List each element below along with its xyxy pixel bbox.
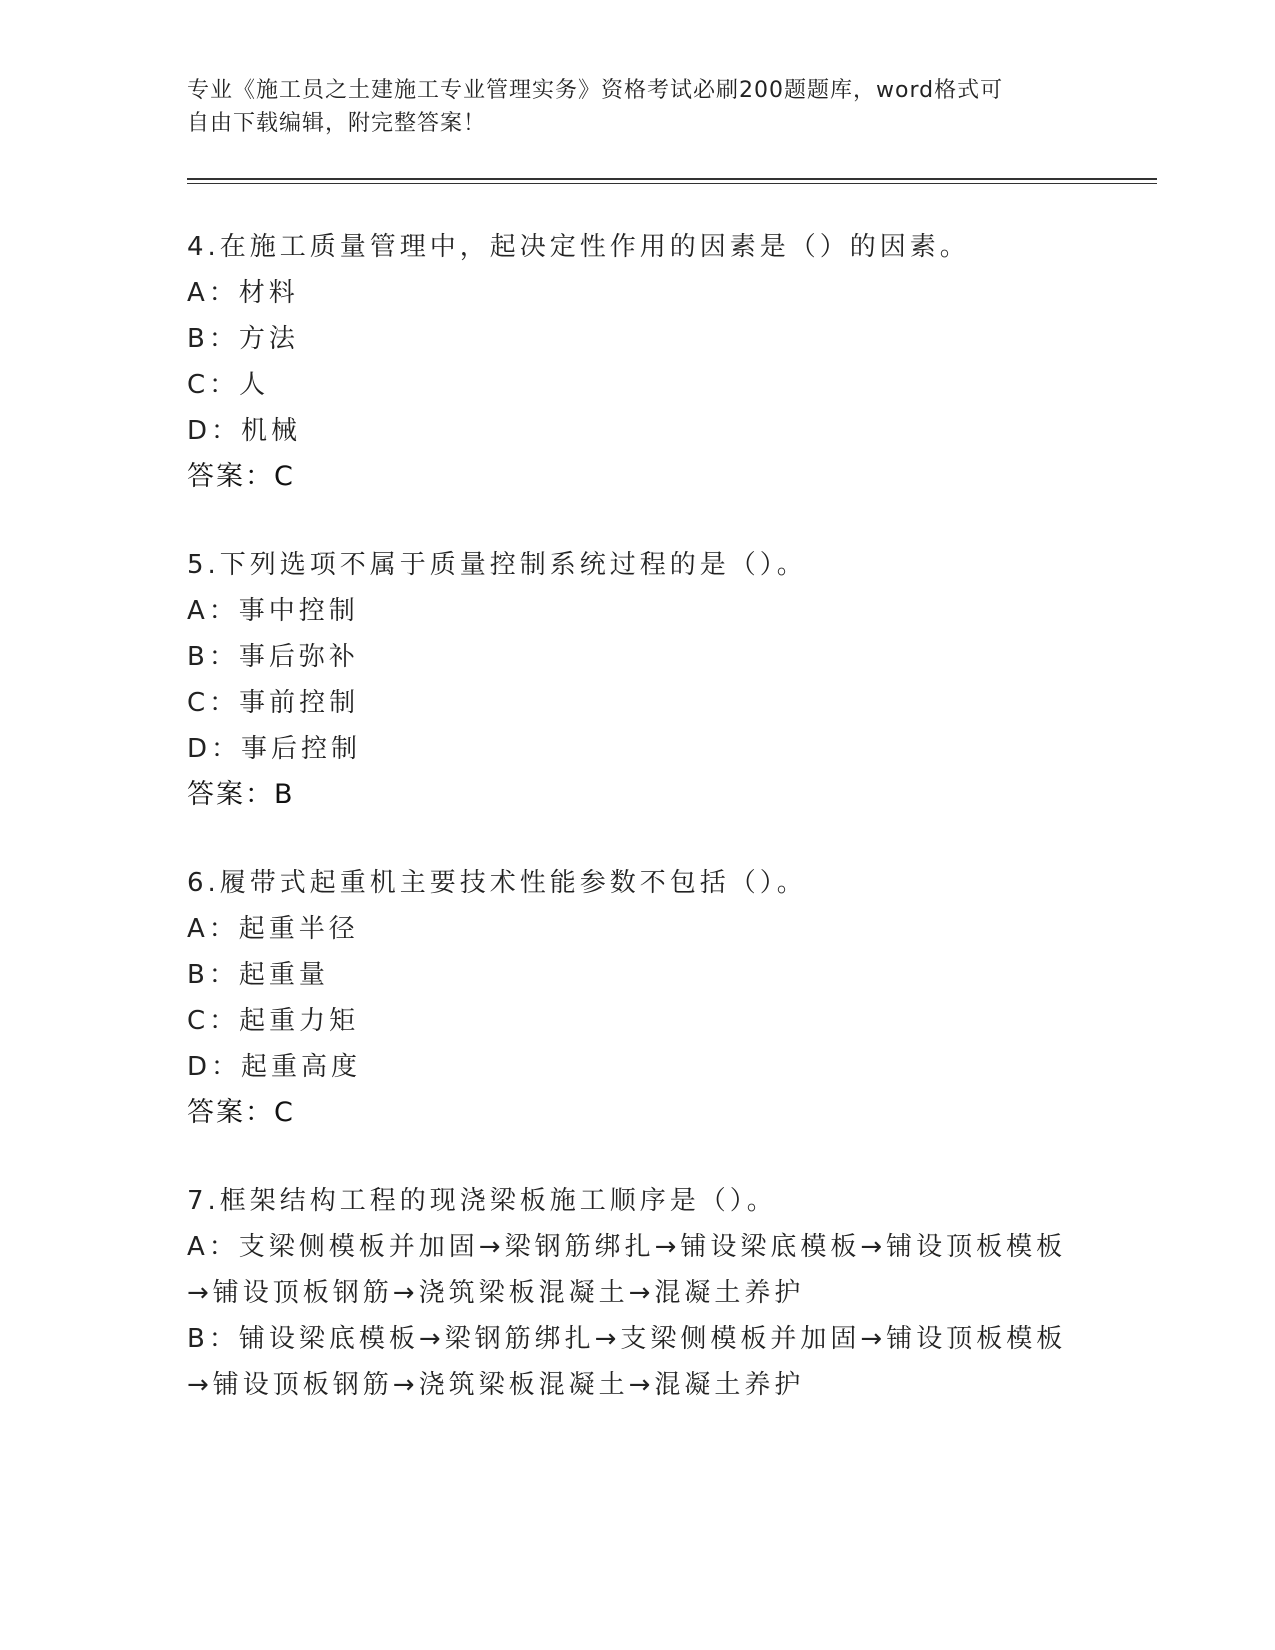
option-c: C：人 — [187, 370, 270, 400]
option-a: A：事中控制 — [187, 596, 359, 626]
answer: 答案：C — [187, 461, 295, 492]
answer: 答案：B — [187, 779, 295, 810]
question-5 — [187, 542, 1087, 818]
option-a: A：起重半径 — [187, 914, 359, 944]
option-a: A：支梁侧模板并加固→梁钢筋绑扎→铺设梁底模板→铺设顶板模板→铺设顶板钢筋→浇筑梁板混凝土→混凝土养护 — [187, 1232, 1067, 1308]
header-divider-thick — [187, 178, 1157, 180]
header-divider-thin — [187, 183, 1157, 184]
option-d: D：机械 — [187, 416, 302, 446]
header-line-2: 自由下载编辑，附完整答案！ — [187, 111, 487, 136]
option-d: D：起重高度 — [187, 1052, 362, 1082]
question-stem: 5.下列选项不属于质量控制系统过程的是（）。 — [187, 550, 807, 580]
question-6 — [187, 860, 1087, 1136]
question-stem: 7.框架结构工程的现浇梁板施工顺序是（）。 — [187, 1186, 777, 1216]
option-c: C：起重力矩 — [187, 1006, 360, 1036]
option-b: B：事后弥补 — [187, 642, 359, 672]
question-stem: 4.在施工质量管理中，起决定性作用的因素是（）的因素。 — [187, 232, 970, 262]
answer: 答案：C — [187, 1097, 295, 1128]
option-b: B：起重量 — [187, 960, 329, 990]
question-7 — [187, 1178, 1087, 1408]
option-b: B：铺设梁底模板→梁钢筋绑扎→支梁侧模板并加固→铺设顶板模板→铺设顶板钢筋→浇筑梁板混凝土→混凝土养护 — [187, 1324, 1067, 1400]
option-c: C：事前控制 — [187, 688, 360, 718]
document-header — [187, 74, 1087, 140]
question-stem: 6.履带式起重机主要技术性能参数不包括（）。 — [187, 868, 807, 898]
option-d: D：事后控制 — [187, 734, 362, 764]
header-line-1: 专业《施工员之土建施工专业管理实务》资格考试必刷200题题库，word格式可 — [187, 78, 1004, 103]
question-4 — [187, 224, 1087, 500]
option-a: A：材料 — [187, 278, 299, 308]
option-b: B：方法 — [187, 324, 299, 354]
